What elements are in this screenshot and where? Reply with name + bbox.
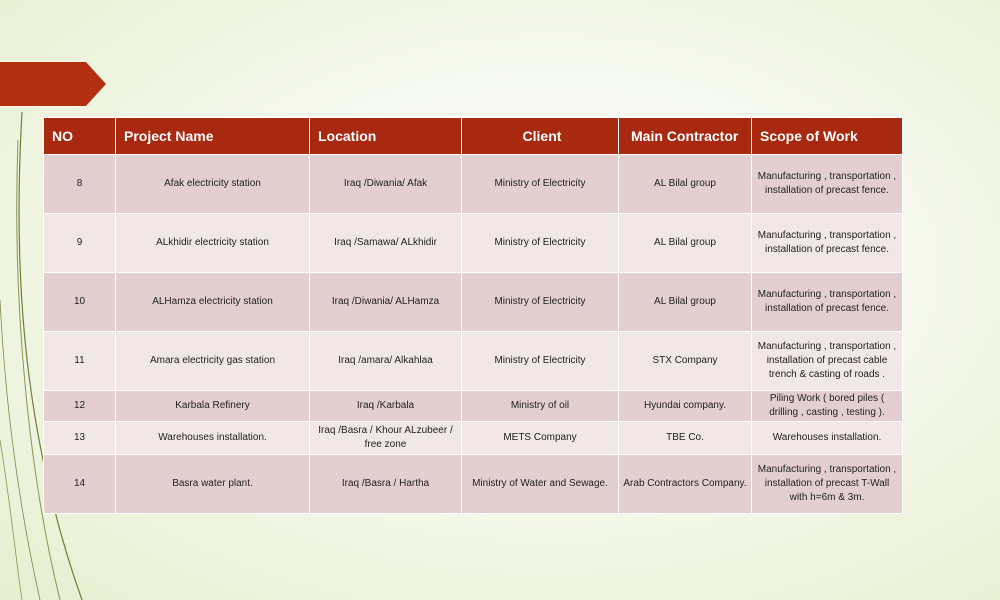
- table-row: [44, 332, 903, 391]
- cell-no: 11: [44, 332, 116, 391]
- cell-no: 9: [44, 214, 116, 273]
- cell-no: 13: [44, 422, 116, 455]
- cell-no: 12: [44, 391, 116, 422]
- header-project-name: Project Name: [116, 118, 310, 155]
- cell-scope-of-work: Manufacturing , transportation , installation of precast T-Wall with h=6m & 3m.: [752, 455, 903, 514]
- projects-table: [43, 117, 903, 514]
- cell-main-contractor: STX Company: [619, 332, 752, 391]
- cell-project-name: Afak electricity station: [116, 155, 310, 214]
- cell-scope-of-work: Warehouses installation.: [752, 422, 903, 455]
- cell-scope-of-work: Manufacturing , transportation , installation of precast cable trench & casting of roads .: [752, 332, 903, 391]
- cell-main-contractor: TBE Co.: [619, 422, 752, 455]
- cell-client: Ministry of Electricity: [462, 214, 619, 273]
- cell-scope-of-work: Manufacturing , transportation , installation of precast fence.: [752, 214, 903, 273]
- cell-location: Iraq /Samawa/ ALkhidir: [310, 214, 462, 273]
- cell-project-name: Amara electricity gas station: [116, 332, 310, 391]
- curve-line-3: [0, 300, 40, 600]
- cell-scope-of-work: Manufacturing , transportation , installation of precast fence.: [752, 273, 903, 332]
- cell-location: Iraq /Diwania/ ALHamza: [310, 273, 462, 332]
- cell-main-contractor: Arab Contractors Company.: [619, 455, 752, 514]
- cell-main-contractor: Hyundai company.: [619, 391, 752, 422]
- cell-client: Ministry of Electricity: [462, 155, 619, 214]
- cell-no: 14: [44, 455, 116, 514]
- cell-location: Iraq /Diwania/ Afak: [310, 155, 462, 214]
- cell-location: Iraq /Karbala: [310, 391, 462, 422]
- cell-project-name: Warehouses installation.: [116, 422, 310, 455]
- header-no: NO: [44, 118, 116, 155]
- table-header-row: [44, 118, 903, 155]
- cell-client: METS Company: [462, 422, 619, 455]
- header-scope-of-work: Scope of Work: [752, 118, 903, 155]
- header-main-contractor: Main Contractor: [619, 118, 752, 155]
- cell-client: Ministry of Water and Sewage.: [462, 455, 619, 514]
- cell-project-name: Karbala Refinery: [116, 391, 310, 422]
- cell-client: Ministry of Electricity: [462, 332, 619, 391]
- table-row: [44, 155, 903, 214]
- cell-scope-of-work: Manufacturing , transportation , installation of precast fence.: [752, 155, 903, 214]
- cell-project-name: ALkhidir electricity station: [116, 214, 310, 273]
- cell-main-contractor: AL Bilal group: [619, 214, 752, 273]
- cell-location: Iraq /Basra / Hartha: [310, 455, 462, 514]
- header-client: Client: [462, 118, 619, 155]
- cell-project-name: Basra water plant.: [116, 455, 310, 514]
- cell-location: Iraq /Basra / Khour ALzubeer / free zone: [310, 422, 462, 455]
- cell-client: Ministry of oil: [462, 391, 619, 422]
- cell-main-contractor: AL Bilal group: [619, 155, 752, 214]
- cell-project-name: ALHamza electricity station: [116, 273, 310, 332]
- table-row: [44, 455, 903, 514]
- table-row: [44, 422, 903, 455]
- cell-location: Iraq /amara/ Alkahlaa: [310, 332, 462, 391]
- cell-no: 8: [44, 155, 116, 214]
- header-location: Location: [310, 118, 462, 155]
- table-row: [44, 273, 903, 332]
- cell-scope-of-work: Piling Work ( bored piles ( drilling , casting , testing ).: [752, 391, 903, 422]
- cell-no: 10: [44, 273, 116, 332]
- cell-main-contractor: AL Bilal group: [619, 273, 752, 332]
- cell-client: Ministry of Electricity: [462, 273, 619, 332]
- curve-line-4: [0, 440, 22, 600]
- table-row: [44, 391, 903, 422]
- table-row: [44, 214, 903, 273]
